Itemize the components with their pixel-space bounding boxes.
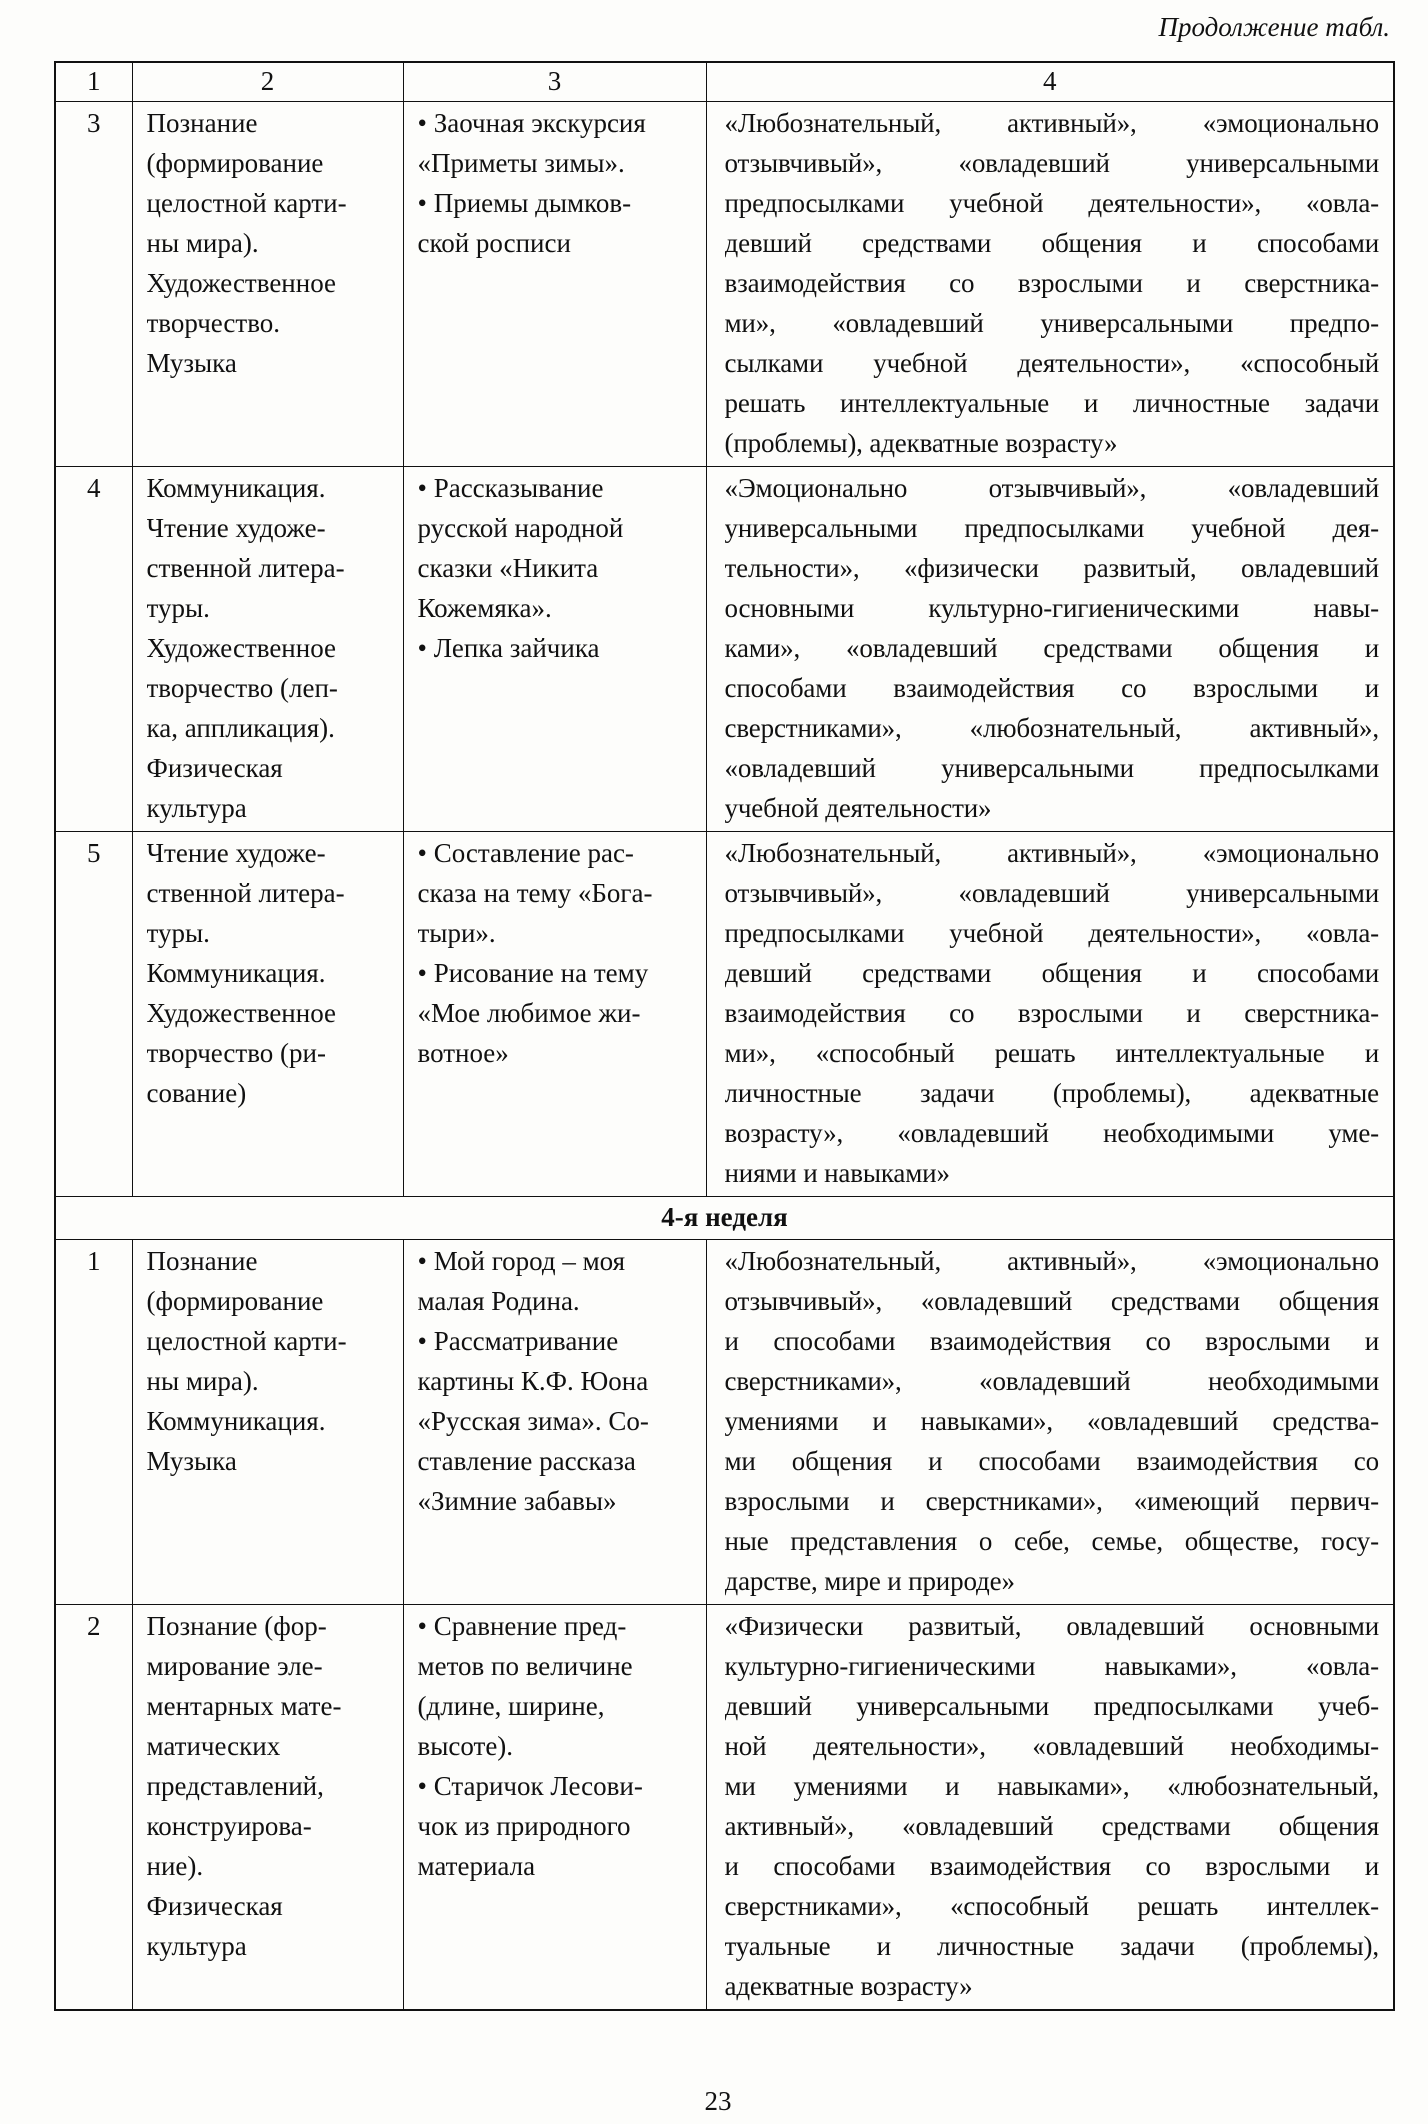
column-header-1: 1 — [55, 62, 132, 102]
text-line: ками», «овладевший средствами общения и — [724, 633, 1379, 663]
text-line: ны мира). — [146, 228, 259, 258]
text-line: возрасту», «овладевший необходимыми уме- — [724, 1118, 1379, 1148]
text-line: Художественное — [146, 268, 337, 298]
text-line: тельности», «физически развитый, овладевший — [724, 553, 1379, 583]
text-line: сказки «Никита — [417, 553, 599, 583]
outcomes-cell — [706, 102, 1394, 467]
outcomes-cell — [706, 1605, 1394, 2011]
text-line: туальные и личностные задачи (проблемы), — [724, 1931, 1379, 1961]
text-line: туры. — [146, 918, 210, 948]
week-heading: 4-я неделя — [55, 1197, 1394, 1240]
text-line: Чтение художе- — [146, 513, 326, 543]
outcomes-cell — [706, 467, 1394, 832]
text-line: Кожемяка». — [417, 593, 552, 623]
text-line: творчество (леп- — [146, 673, 338, 703]
text-line: Физическая — [146, 753, 283, 783]
text-line: матических — [146, 1731, 281, 1761]
text-line: • Сравнение пред- — [417, 1611, 627, 1641]
text-line: Художественное — [146, 998, 337, 1028]
text-line: мирование эле- — [146, 1651, 323, 1681]
text-line: и способами взаимодействия со взрослыми и — [724, 1851, 1379, 1881]
text-line: Музыка — [146, 348, 237, 378]
text-line: целостной карти- — [146, 1326, 347, 1356]
table-row — [55, 1240, 1394, 1605]
text-line: взаимодействия со взрослыми и сверстника- — [724, 998, 1379, 1028]
column-header-row — [55, 62, 1394, 102]
text-line: высоте). — [417, 1731, 514, 1761]
text-line: творчество. — [146, 308, 281, 338]
text-line: • Составление рас- — [417, 838, 634, 868]
text-line: отзывчивый», «овладевший универсальными — [724, 148, 1379, 178]
text-line: • Рассматривание — [417, 1326, 619, 1356]
text-line: • Старичок Лесови- — [417, 1771, 643, 1801]
text-line: туры. — [146, 593, 210, 623]
text-line: ка, аппликация). — [146, 713, 335, 743]
text-line: Познание (фор- — [146, 1611, 327, 1641]
text-line: сказа на тему «Бога- — [417, 878, 653, 908]
text-line: • Лепка зайчика — [417, 633, 600, 663]
text-line: Коммуникация. — [146, 958, 326, 988]
text-line: сылками учебной деятельности», «способный — [724, 348, 1379, 378]
row-number-cell: 3 — [55, 102, 132, 467]
column-header-3: 3 — [403, 62, 706, 102]
text-line: девший средствами общения и способами — [724, 228, 1379, 258]
text-line: «Русская зима». Со- — [417, 1406, 649, 1436]
text-line: Коммуникация. — [146, 1406, 326, 1436]
text-line: основными культурно-гигиеническими навы- — [724, 593, 1379, 623]
table-row — [55, 1605, 1394, 2011]
text-line: ственной литера- — [146, 553, 345, 583]
text-line: девший универсальными предпосылками учеб- — [724, 1691, 1379, 1721]
text-line: «Любознательный, активный», «эмоционально — [724, 1246, 1379, 1276]
row-number-cell: 5 — [55, 832, 132, 1197]
text-line: русской народной — [417, 513, 624, 543]
text-line: ние). — [146, 1851, 204, 1881]
text-line: решать интеллектуальные и личностные задачи — [724, 388, 1379, 418]
text-line: (формирование — [146, 1286, 324, 1316]
text-line: целостной карти- — [146, 188, 347, 218]
text-line: творчество (ри- — [146, 1038, 326, 1068]
outcomes-cell — [706, 832, 1394, 1197]
text-line: представлений, — [146, 1771, 324, 1801]
text-line: • Рассказывание — [417, 473, 604, 503]
text-line: метов по величине — [417, 1651, 633, 1681]
activities-cell — [403, 467, 706, 832]
text-line: «Зимние забавы» — [417, 1486, 617, 1516]
text-line: «Физически развитый, овладевший основными — [724, 1611, 1379, 1641]
text-line: ми общения и способами взаимодействия со — [724, 1446, 1379, 1476]
text-line: «Приметы зимы». — [417, 148, 625, 178]
text-line: • Приемы дымков- — [417, 188, 632, 218]
text-line: ской росписи — [417, 228, 571, 258]
subject-areas-cell — [132, 1240, 403, 1605]
text-line: ные представления о себе, семье, обществе, госу- — [724, 1526, 1379, 1556]
outcomes-cell — [706, 1240, 1394, 1605]
text-line: ми умениями и навыками», «любознательный, — [724, 1771, 1379, 1801]
text-line: материала — [417, 1851, 536, 1881]
text-line: «Любознательный, активный», «эмоционально — [724, 838, 1379, 868]
activities-cell — [403, 832, 706, 1197]
text-line: предпосылками учебной деятельности», «овла- — [724, 918, 1379, 948]
text-line: (проблемы), адекватные возрасту» — [724, 428, 1118, 458]
text-line: взрослыми и сверстниками», «имеющий первич- — [724, 1486, 1379, 1516]
text-line: Чтение художе- — [146, 838, 326, 868]
text-line: картины К.Ф. Юона — [417, 1366, 649, 1396]
text-line: (длине, ширине, — [417, 1691, 605, 1721]
text-line: сверстниками», «способный решать интеллек- — [724, 1891, 1379, 1921]
text-line: тыри». — [417, 918, 496, 948]
text-line: • Рисование на тему — [417, 958, 649, 988]
text-line: конструирова- — [146, 1811, 312, 1841]
text-line: Познание — [146, 108, 258, 138]
text-line: чок из природного — [417, 1811, 631, 1841]
text-line: Познание — [146, 1246, 258, 1276]
text-line: «Любознательный, активный», «эмоционально — [724, 108, 1379, 138]
text-line: • Мой город – моя — [417, 1246, 626, 1276]
activities-cell — [403, 1605, 706, 2011]
column-header-2: 2 — [132, 62, 403, 102]
text-line: адекватные возрасту» — [724, 1971, 973, 2001]
text-line: учебной деятельности» — [724, 793, 992, 823]
text-line: малая Родина. — [417, 1286, 580, 1316]
text-line: ниями и навыками» — [724, 1158, 950, 1188]
text-line: (формирование — [146, 148, 324, 178]
text-line: сверстниками», «овладевший необходимыми — [724, 1366, 1379, 1396]
text-line: «овладевший универсальными предпосылками — [724, 753, 1379, 783]
text-line: ми», «способный решать интеллектуальные и — [724, 1038, 1379, 1068]
text-line: Коммуникация. — [146, 473, 326, 503]
text-line: Музыка — [146, 1446, 237, 1476]
subject-areas-cell — [132, 1605, 403, 2011]
text-line: Художественное — [146, 633, 337, 663]
text-line: «Мое любимое жи- — [417, 998, 641, 1028]
text-line: ны мира). — [146, 1366, 259, 1396]
text-line: способами взаимодействия со взрослыми и — [724, 673, 1379, 703]
text-line: умениями и навыками», «овладевший средства- — [724, 1406, 1379, 1436]
text-line: отзывчивый», «овладевший универсальными — [724, 878, 1379, 908]
text-line: отзывчивый», «овладевший средствами общения — [724, 1286, 1379, 1316]
row-number-cell: 2 — [55, 1605, 132, 2011]
text-line: дарстве, мире и природе» — [724, 1566, 1015, 1596]
text-line: сование) — [146, 1078, 247, 1108]
text-line: культурно-гигиеническими навыками», «овла- — [724, 1651, 1379, 1681]
row-number-cell: 4 — [55, 467, 132, 832]
text-line: взаимодействия со взрослыми и сверстника- — [724, 268, 1379, 298]
table-row — [55, 832, 1394, 1197]
plan-table — [54, 61, 1395, 2011]
activities-cell — [403, 1240, 706, 1605]
text-line: ментарных мате- — [146, 1691, 342, 1721]
text-line: • Заочная экскурсия — [417, 108, 646, 138]
text-line: личностные задачи (проблемы), адекватные — [724, 1078, 1379, 1108]
table-row — [55, 467, 1394, 832]
subject-areas-cell — [132, 102, 403, 467]
text-line: Физическая — [146, 1891, 283, 1921]
column-header-4: 4 — [706, 62, 1394, 102]
subject-areas-cell — [132, 467, 403, 832]
text-line: ной деятельности», «овладевший необходимы- — [724, 1731, 1379, 1761]
table-row — [55, 102, 1394, 467]
table-continuation-note: Продолжение табл. — [1158, 12, 1390, 42]
text-line: культура — [146, 793, 247, 823]
week-row — [55, 1197, 1394, 1240]
text-line: ставление рассказа — [417, 1446, 636, 1476]
text-line: предпосылками учебной деятельности», «овла- — [724, 188, 1379, 218]
text-line: ми», «овладевший универсальными предпо- — [724, 308, 1379, 338]
text-line: «Эмоционально отзывчивый», «овладевший — [724, 473, 1379, 503]
subject-areas-cell — [132, 832, 403, 1197]
text-line: универсальными предпосылками учебной дея- — [724, 513, 1379, 543]
text-line: сверстниками», «любознательный, активный», — [724, 713, 1379, 743]
text-line: культура — [146, 1931, 247, 1961]
text-line: девший средствами общения и способами — [724, 958, 1379, 988]
table-body — [55, 62, 1394, 2010]
page-number: 23 — [704, 2086, 732, 2116]
row-number-cell: 1 — [55, 1240, 132, 1605]
text-line: вотное» — [417, 1038, 509, 1068]
text-line: активный», «овладевший средствами общения — [724, 1811, 1379, 1841]
text-line: ственной литера- — [146, 878, 345, 908]
text-line: и способами взаимодействия со взрослыми и — [724, 1326, 1379, 1356]
activities-cell — [403, 102, 706, 467]
